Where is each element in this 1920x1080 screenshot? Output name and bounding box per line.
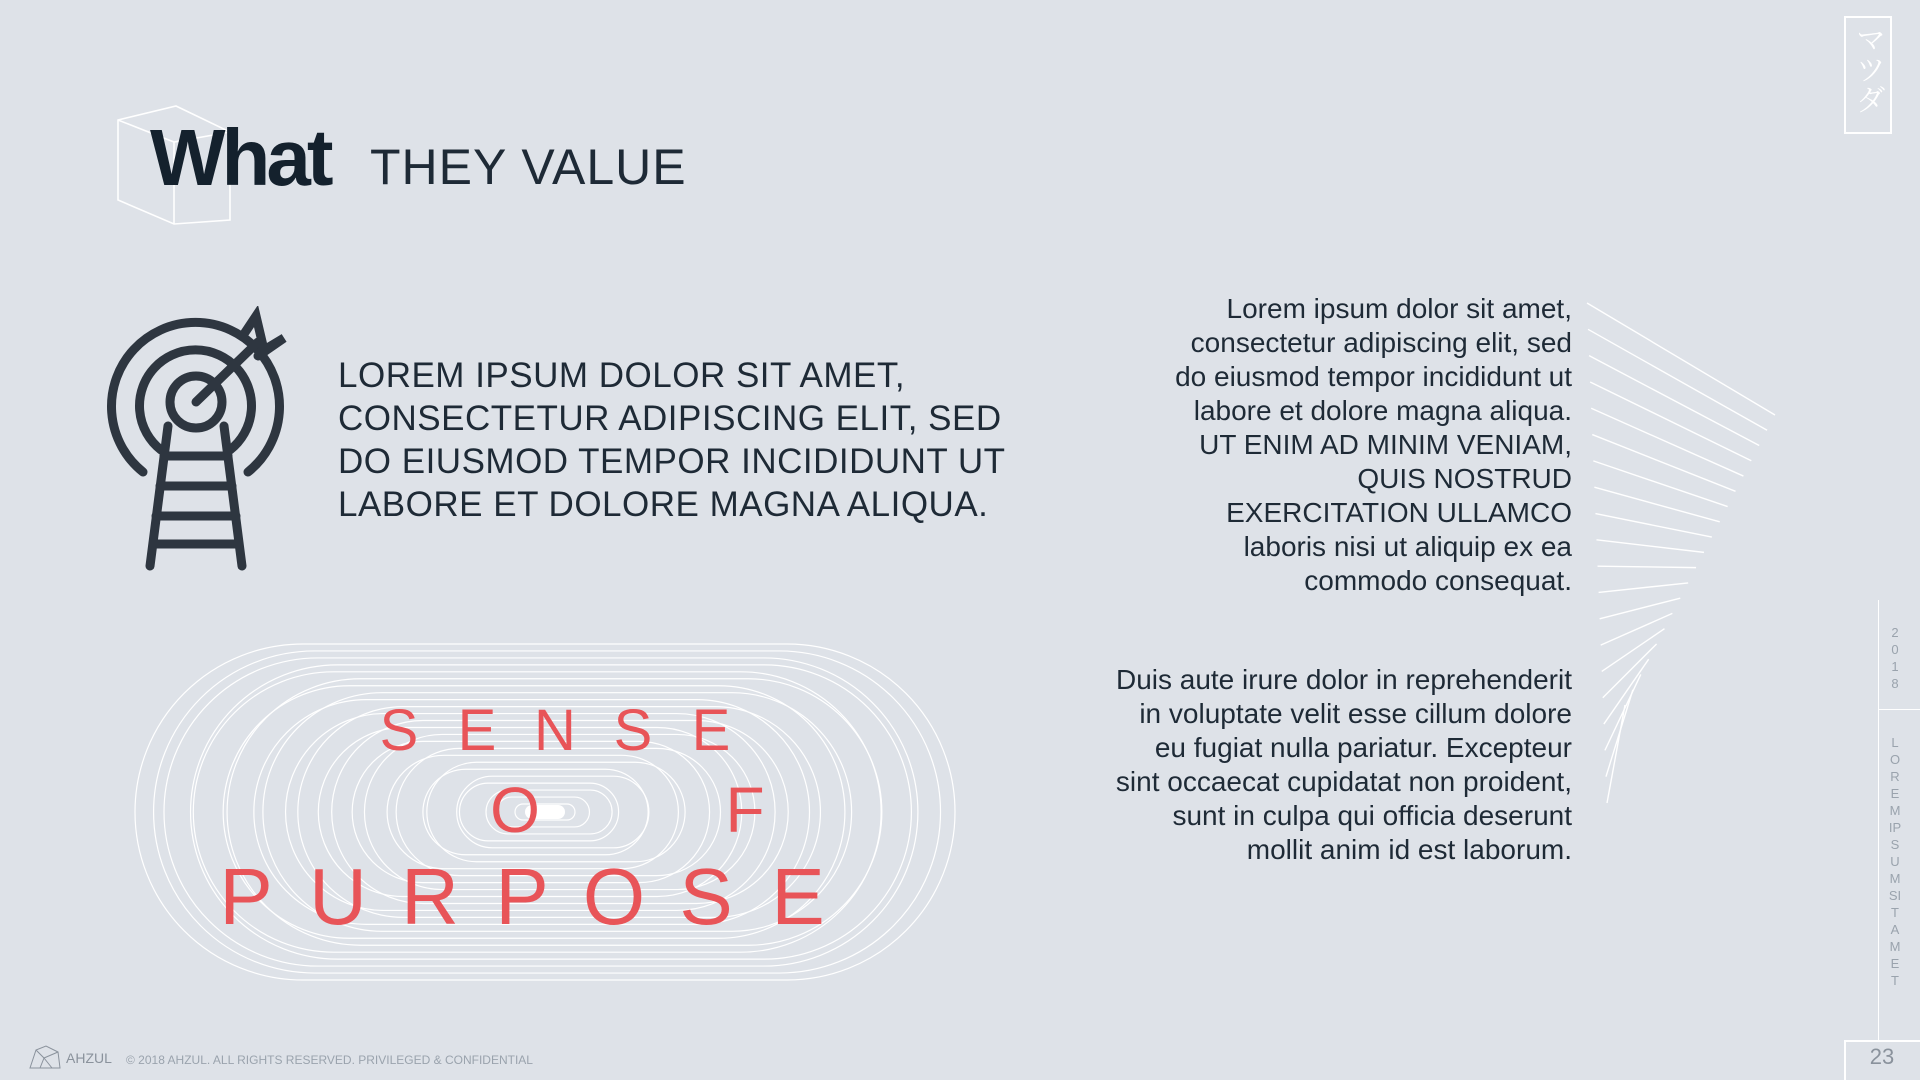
fan-line <box>1599 583 1689 593</box>
fan-line <box>1595 514 1711 538</box>
ahzul-logo-icon <box>28 1044 62 1070</box>
kanji-label: マツダ <box>1850 24 1885 114</box>
fan-line <box>1593 461 1727 507</box>
fan-line <box>1598 566 1697 567</box>
fan-line <box>1601 613 1673 645</box>
purpose-letter: E <box>457 698 497 763</box>
rail-divider <box>1878 600 1879 1040</box>
purpose-letter: F <box>725 774 765 846</box>
fan-line <box>1605 674 1641 750</box>
purpose-letter: O <box>490 774 540 846</box>
page-number: 23 <box>1869 1044 1895 1069</box>
purpose-letter: O <box>582 852 646 941</box>
paragraph-1: Lorem ipsum dolor sit amet, consectetur adipiscing elit, sed do eiusmod tempor incididunt ut labore et dolore magna aliqua. UT ENIM AD MINIM VENIAM, QUIS NOSTRUD EXERCITATION ULLAMCO laboris nisi ut aliquip ex ea commodo consequat. <box>1175 293 1572 596</box>
rail-tag: LOREM IPSUM SIT AMET <box>1888 735 1902 988</box>
purpose-letter: S <box>379 698 419 763</box>
headline-text: LOREM IPSUM DOLOR SIT AMET, CONSECTETUR ADIPISCING ELIT, SED DO EIUSMOD TEMPOR INCIDIDUNT UT LABORE ET DOLORE MAGNA ALIQUA. <box>338 356 1005 524</box>
paragraph-2: Duis aute irure dolor in reprehenderit in voluptate velit esse cillum dolore eu fugiat nulla pariatur. Excepteur sint occaecat cupidatat non proident, sunt in culpa qui officia deserunt mollit anim id est laborum. <box>1115 664 1572 865</box>
purpose-letter: S <box>679 852 733 941</box>
rail-separator <box>1878 709 1920 710</box>
of-word <box>400 774 860 846</box>
fan-line <box>1604 659 1649 724</box>
fan-lines-graphic <box>1585 295 1795 825</box>
purpose-letter: E <box>691 698 731 763</box>
target-ladder-icon <box>98 306 298 576</box>
fan-line <box>1607 705 1625 803</box>
fan-line <box>1602 629 1665 672</box>
fan-line <box>1588 329 1767 430</box>
footer-copyright: © 2018 AHZUL. ALL RIGHTS RESERVED. PRIVILEGED & CONFIDENTIAL <box>126 1053 533 1067</box>
fan-line <box>1589 356 1759 446</box>
title-light: THEY VALUE <box>370 139 687 195</box>
fan-line <box>1591 408 1743 476</box>
sense-word <box>360 698 750 763</box>
footer-brand: AHZUL <box>66 1050 112 1066</box>
fan-line <box>1590 382 1751 461</box>
purpose-word <box>200 852 844 941</box>
fan-line <box>1596 540 1703 553</box>
rail-year: 2018 <box>1891 625 1899 691</box>
purpose-letter: E <box>771 852 825 941</box>
purpose-letter: R <box>401 852 459 941</box>
title-bold: What <box>150 113 330 202</box>
purpose-letter: U <box>309 852 367 941</box>
purpose-letter: P <box>219 852 273 941</box>
fan-line <box>1587 303 1775 415</box>
purpose-letter: S <box>613 698 653 763</box>
purpose-letter: P <box>495 852 549 941</box>
purpose-letter: N <box>534 698 576 763</box>
